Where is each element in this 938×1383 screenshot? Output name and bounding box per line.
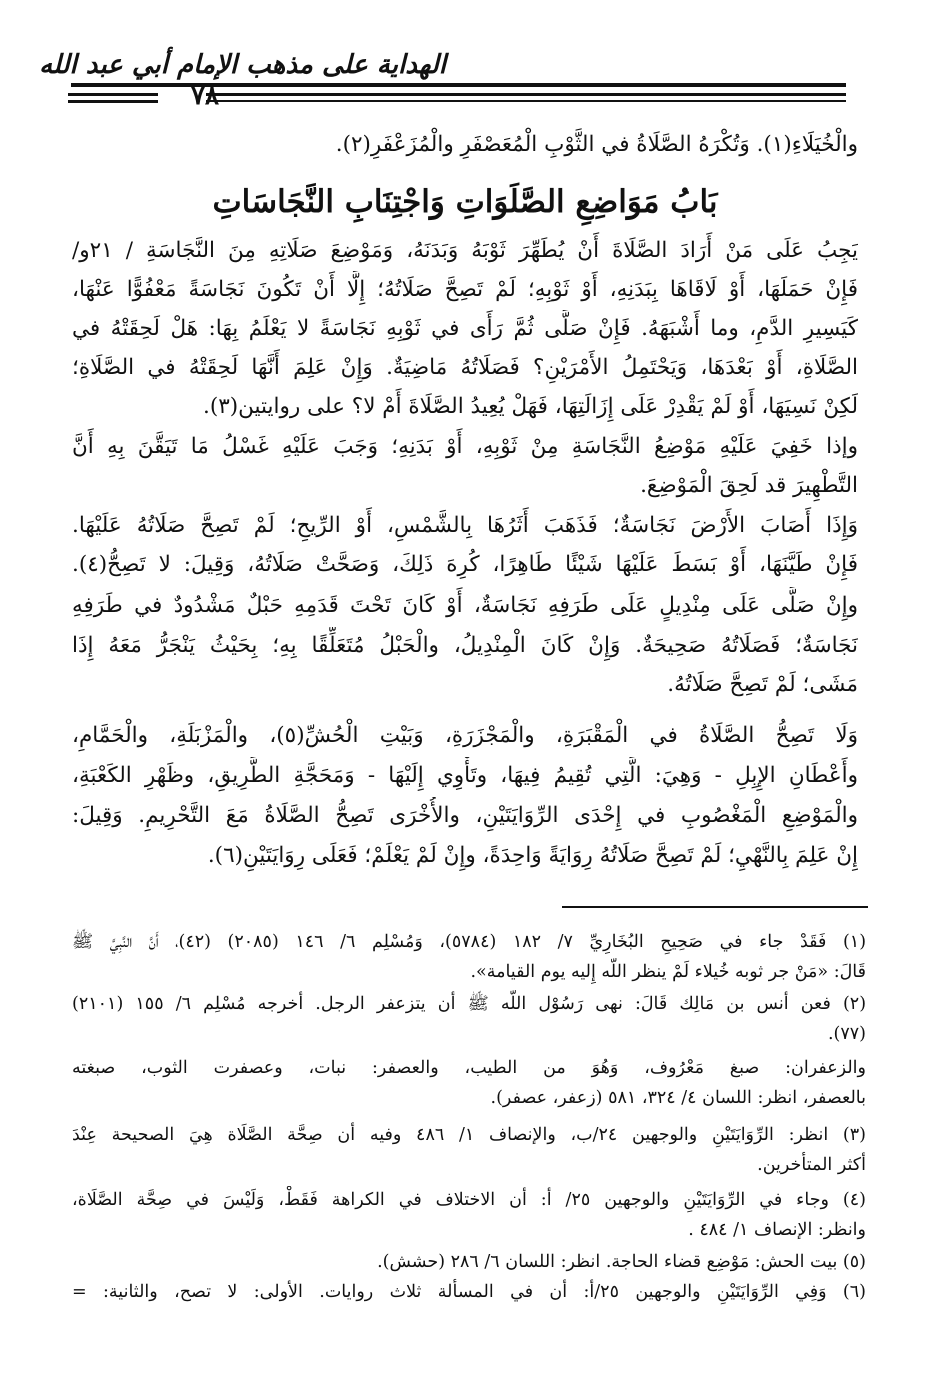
body-line: كَيَسِيرِ الدَّمِ، وما أَشْبَهَهُ. فَإِنْ صَلَّى ثُمَّ رَأَى في ثَوْبِهِ نَجَاسَةً لا يَعْلَمُ بِهَا: هَلْ لَحِقَتْهُ في bbox=[72, 316, 858, 341]
body-line: والْخُيَلَاءِ(١). وَتُكْرَهُ الصَّلَاةُ في الثَّوْبِ الْمُعَصْفَرِ والْمُزَعْفَرِ(٢). bbox=[335, 132, 858, 157]
running-title: الهداية على مذهب الإمام أبي عبد الله bbox=[39, 50, 446, 80]
body-line: نَجَاسَةٌ؛ فَصَلَاتُهُ صَحِيحَةٌ. وَإِنْ كَانَ الْمِنْدِيلُ، والْحَبْلُ مُتَعَلِّقًا بِهِ؛ بِحَيْثُ يَنْجَرُّ مَعَهُ إِذَا bbox=[72, 633, 858, 658]
page-number-rule-lower bbox=[68, 100, 158, 103]
header-rule-double-upper bbox=[206, 93, 846, 96]
body-line: التَّطْهِيرَ قد لَحِقَ الْمَوْضِعَ. bbox=[640, 473, 858, 498]
body-line: يَجِبُ عَلَى مَنْ أَرَادَ الصَّلَاةَ أَنْ يُطَهِّرَ ثَوْبَهُ وَبَدَنَهُ، وَمَوْضِعَ صَلَاتِهِ مِنَ النَّجَاسَةِ / ٢١و/ bbox=[72, 238, 858, 263]
body-line: وَإِذَا أَصَابَ الأَرْضَ نَجَاسَةٌ؛ فَذَهَبَ أَثَرُهَا بِالشَّمْسِ، أَوْ الرِّيحِ؛ لَمْ تَصِحَّ صَلَاتُهُ عَلَيْهَا. bbox=[72, 513, 858, 538]
body-line: فَإِنْ طَيَّنَهَا، أَوْ بَسَطَ عَلَيْهَا شَيْئًا طَاهِرًا، كُرِهَ ذَلِكَ، وَصَحَّتْ صَلَاتُهُ، وَقِيلَ: لا تَصِحُّ(٤). bbox=[72, 552, 858, 577]
body-line: إِنْ عَلِمَ بِالنَّهْيِ؛ لَمْ تَصِحَّ صَلَاتُهُ رِوَايَةً وَاحِدَةً، وإِنْ لَمْ يَعْلَمْ؛ فَعَلَى رِوَايَتَيْنِ(٦). bbox=[207, 843, 858, 868]
footnote-line: (٣) انظر: الرِّوَايَتَيْنِ والوجهين ٢٤/ب، والإنصاف ١/ ٤٨٦ وفيه أن صِحَّة الصَّلَاة هِيَ الصحيحة عِنْدَ bbox=[72, 1125, 866, 1145]
footnote-separator bbox=[562, 906, 868, 908]
body-line: لَكِنْ نَسِيَهَا، أَوْ لَمْ يَقْدِرْ عَلَى إِزَالَتِهَا، فَهَلْ يُعِيدُ الصَّلَاةَ أَمْ لا؟ على روايتين(٣). bbox=[203, 394, 858, 419]
footnote-line: قَالَ: «مَنْ جر ثوبه خُيلاء لَمْ ينظر اللَّه إِليه يوم القيامة». bbox=[470, 962, 866, 982]
footnote-line: (٢) فعن أنس بن مَالِك قَالَ: نهى رَسُوْل اللَّه ﷺ أن يتزعفر الرجل. أخرجه مُسْلِم ٦/ ١٥٥ (٢١٠١) bbox=[72, 994, 866, 1014]
footnote-line: (٧٧). bbox=[827, 1024, 866, 1044]
chapter-heading: بَابُ مَوَاضِعِ الصَّلَوَاتِ وَاجْتِنَابِ النَّجَاسَاتِ bbox=[212, 184, 718, 220]
body-line: والْمَوْضِعِ الْمَغْصُوبِ في إِحْدَى الرِّوَايَتَيْنِ، والأُخْرَى تَصِحُّ الصَّلَاةُ مَعَ التَّحْرِيمِ. وَقِيلَ: bbox=[72, 803, 858, 828]
footnote-line: وانظر: الإنصاف ١/ ٤٨٤ . bbox=[688, 1220, 866, 1240]
footnote-line: (٥) بيت الحش: مَوْضِع قضاء الحاجة. انظر: اللسان ٦/ ٢٨٦ (حشش). bbox=[377, 1252, 866, 1272]
body-line: مَشَى؛ لَمْ تَصِحَّ صَلَاتُهُ. bbox=[667, 672, 858, 697]
body-line: وأَعْطَانِ الإِبِلِ - وَهِيَ: الَّتِي تُقِيمُ فِيهَا، وتَأْوِي إِلَيْهَا - وَمَحَجَّةِ الطَّرِيقِ، وظَهْرِ الكَعْبَةِ، bbox=[72, 763, 858, 788]
body-line: الصَّلَاةِ، أَوْ بَعْدَهَا، وَيَحْتَمِلُ الأَمْرَيْنِ؟ فَصَلَاتُهُ مَاضِيَةٌ. وَإِنْ عَلِمَ أَنَّهَا لَحِقَتْهُ في الصَّلَاةِ؛ bbox=[72, 355, 858, 380]
page-number-rule-upper bbox=[68, 93, 158, 96]
body-line: فَإِنْ حَمَلَهَا، أَوْ لَاقَاهَا بِبَدَنِهِ، أَوْ ثَوْبِهِ؛ لَمْ تَصِحَّ صَلَاتُهُ؛ إِلَّا أَنْ تَكُونَ نَجَاسَةً مَعْفُوًّا عَنْهَا، bbox=[72, 277, 858, 302]
body-line: وَلَا تَصِحُّ الصَّلَاةُ في الْمَقْبَرَةِ، والْمَجْزَرَةِ، وَبَيْتِ الْحُشِّ(٥)، والْمَزْبَلَةِ، والْحَمَّامِ، bbox=[72, 723, 858, 748]
footnote-line: (١) فَقَدْ جاء في صَحِيحِ البُخَارِيِّ ٧/ ١٨٢ (٥٧٨٤)، وَمُسْلِم ٦/ ١٤٦ (٢٠٨٥) (٤٢)، أَنَّ النَّبِيَّ ﷺ bbox=[72, 932, 866, 952]
footnote-line: (٦) وَفِي الرِّوَايَتَيْنِ والوجهين ٢٥/أ: أن في المسألة ثلاث روايات. الأولى: لا تصح، والثانية: = bbox=[72, 1282, 866, 1302]
footnote-line: أكثر المتأخرين. bbox=[757, 1155, 866, 1175]
body-line: وإذا خَفِيَ عَلَيْهِ مَوْضِعُ النَّجَاسَةِ مِنْ ثَوْبِهِ، أَوْ بَدَنِهِ؛ وَجَبَ عَلَيْهِ غَسْلُ مَا تَيَقَّنَ بِهِ أَنَّ bbox=[72, 434, 858, 459]
header-rule-double-lower bbox=[206, 100, 846, 102]
page-number: ٧٨ bbox=[191, 81, 219, 111]
footnote-line: والزعفران: صبغ مَعْرُوف، وَهُوَ من الطيب، والعصفر: نبات، وعصفرت الثوب، صبغته bbox=[72, 1058, 866, 1078]
footnote-line: بالعصفر، انظر: اللسان ٤/ ٣٢٤، ٥٨١ (زعفر، عصفر). bbox=[490, 1088, 866, 1108]
footnote-line: (٤) وجاء في الرِّوَايَتَيْنِ والوجهين ٢٥/ أ: أن الاختلاف في الكراهة فَقَطْ، وَلَيْسَ في صِحَّة الصَّلَاة، bbox=[72, 1190, 866, 1210]
body-line: وإِنْ صَلَّى عَلَى مِنْدِيلٍ عَلَى طَرَفِهِ نَجَاسَةٌ، أَوْ كَانَ تَحْتَ قَدَمِهِ حَبْلٌ مَشْدُودٌ في طَرَفِهِ bbox=[72, 593, 858, 618]
